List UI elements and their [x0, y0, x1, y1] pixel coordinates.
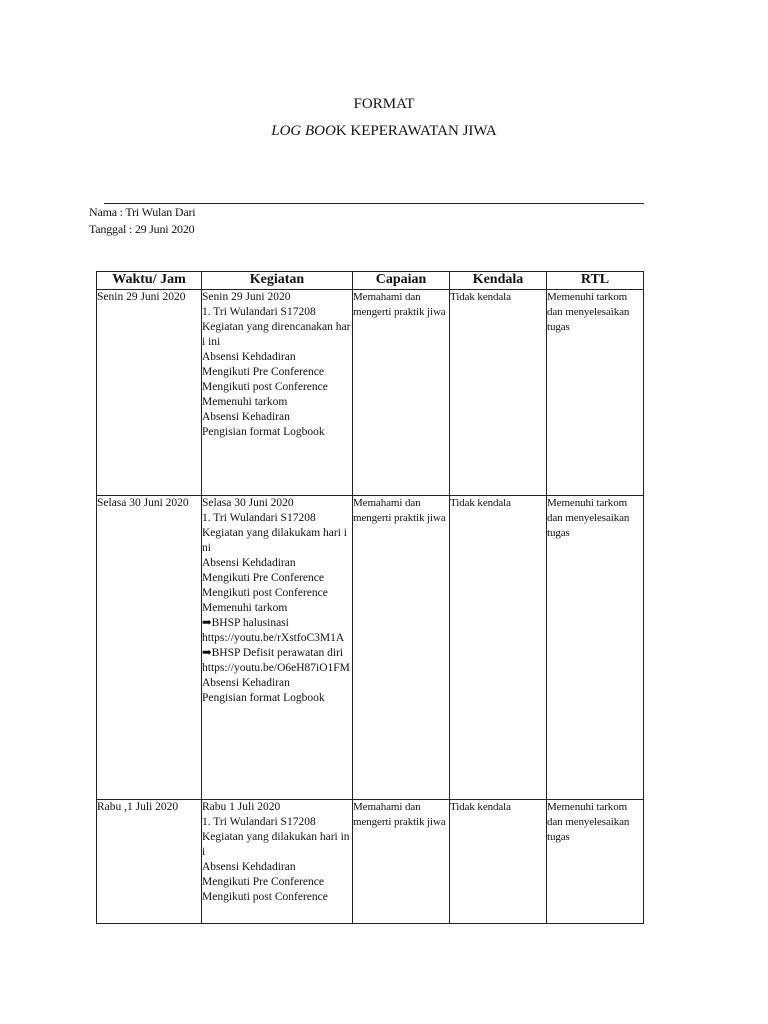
table-row [97, 290, 644, 496]
cell-waktu: Rabu ,1 Juli 2020 [97, 800, 202, 924]
logbook-table [96, 271, 644, 924]
kegiatan-line: Absensi Kehadiran [202, 677, 290, 689]
document-subtitle [0, 123, 768, 140]
horizontal-rule [104, 203, 644, 204]
kegiatan-line: Rabu 1 Juli 2020 [202, 801, 281, 813]
kegiatan-line: Pengisian format Logbook [202, 692, 325, 704]
kegiatan-line: Mengikuti post Conference [202, 891, 328, 903]
kegiatan-line: Absensi Kehdadiran [202, 861, 296, 873]
cell-capaian: Memahami dan mengerti praktik jiwa [353, 496, 450, 800]
header-rtl: RTL [547, 272, 644, 290]
header-waktu: Waktu/ Jam [97, 272, 202, 290]
cell-capaian: Memahami dan mengerti praktik jiwa [353, 290, 450, 496]
kegiatan-line: Mengikuti post Conference [202, 587, 328, 599]
cell-waktu: Selasa 30 Juni 2020 [97, 496, 202, 800]
subtitle-rest: K KEPERAWATAN JIWA [335, 123, 497, 139]
kegiatan-line: Mengikuti post Conference [202, 381, 328, 393]
kegiatan-line: Absensi Kehdadiran [202, 557, 296, 569]
kegiatan-line: Absensi Kehadiran [202, 411, 290, 423]
subtitle-italic: LOG BOO [271, 123, 336, 139]
cell-kegiatan [202, 800, 353, 924]
kegiatan-line: 1. Tri Wulandari S17208 [202, 306, 316, 318]
header-kegiatan: Kegiatan [202, 272, 353, 290]
kegiatan-line: Pengisian format Logbook [202, 426, 325, 438]
kegiatan-line: https://youtu.be/rXstfoC3M1A [202, 632, 345, 644]
kegiatan-line: https://youtu.be/O6eH87iO1FM [202, 662, 350, 674]
header-capaian: Capaian [353, 272, 450, 290]
cell-rtl: Memenuhi tarkom dan menyelesaikan tugas [547, 496, 644, 800]
kegiatan-line: Kegiatan yang direncanakan hari ini [202, 321, 351, 348]
kegiatan-line: Absensi Kehdadiran [202, 351, 296, 363]
kegiatan-line: 1. Tri Wulandari S17208 [202, 816, 316, 828]
table-row [97, 800, 644, 924]
cell-waktu: Senin 29 Juni 2020 [97, 290, 202, 496]
date-line: Tanggal : 29 Juni 2020 [89, 222, 195, 236]
table-header-row [97, 272, 644, 290]
cell-kegiatan [202, 496, 353, 800]
document-title: FORMAT [353, 96, 415, 112]
kegiatan-line: Mengikuti Pre Conference [202, 366, 324, 378]
cell-kendala: Tidak kendala [450, 800, 547, 924]
kegiatan-line: Senin 29 Juni 2020 [202, 291, 291, 303]
kegiatan-line: Kegiatan yang dilakukam hari ini [202, 527, 347, 554]
cell-capaian: Memahami dan mengerti praktik jiwa [353, 800, 450, 924]
kegiatan-line: Selasa 30 Juni 2020 [202, 497, 294, 509]
kegiatan-line: Memenuhi tarkom [202, 396, 288, 408]
kegiatan-line: Memenuhi tarkom [202, 602, 288, 614]
table-row [97, 496, 644, 800]
cell-kegiatan [202, 290, 353, 496]
kegiatan-line: ➡BHSP Defisit perawatan diri [202, 647, 344, 659]
cell-kendala: Tidak kendala [450, 290, 547, 496]
kegiatan-line: Mengikuti Pre Conference [202, 876, 324, 888]
kegiatan-line: Mengikuti Pre Conference [202, 572, 324, 584]
kegiatan-line: ➡BHSP halusinasi [202, 617, 289, 629]
cell-kendala: Tidak kendala [450, 496, 547, 800]
kegiatan-line: Kegiatan yang dilakukan hari ini [202, 831, 350, 858]
kegiatan-line: 1. Tri Wulandari S17208 [202, 512, 316, 524]
cell-rtl: Memenuhi tarkom dan menyelesaikan tugas [547, 800, 644, 924]
header-kendala: Kendala [450, 272, 547, 290]
cell-rtl: Memenuhi tarkom dan menyelesaikan tugas [547, 290, 644, 496]
name-line: Nama : Tri Wulan Dari [89, 205, 196, 219]
